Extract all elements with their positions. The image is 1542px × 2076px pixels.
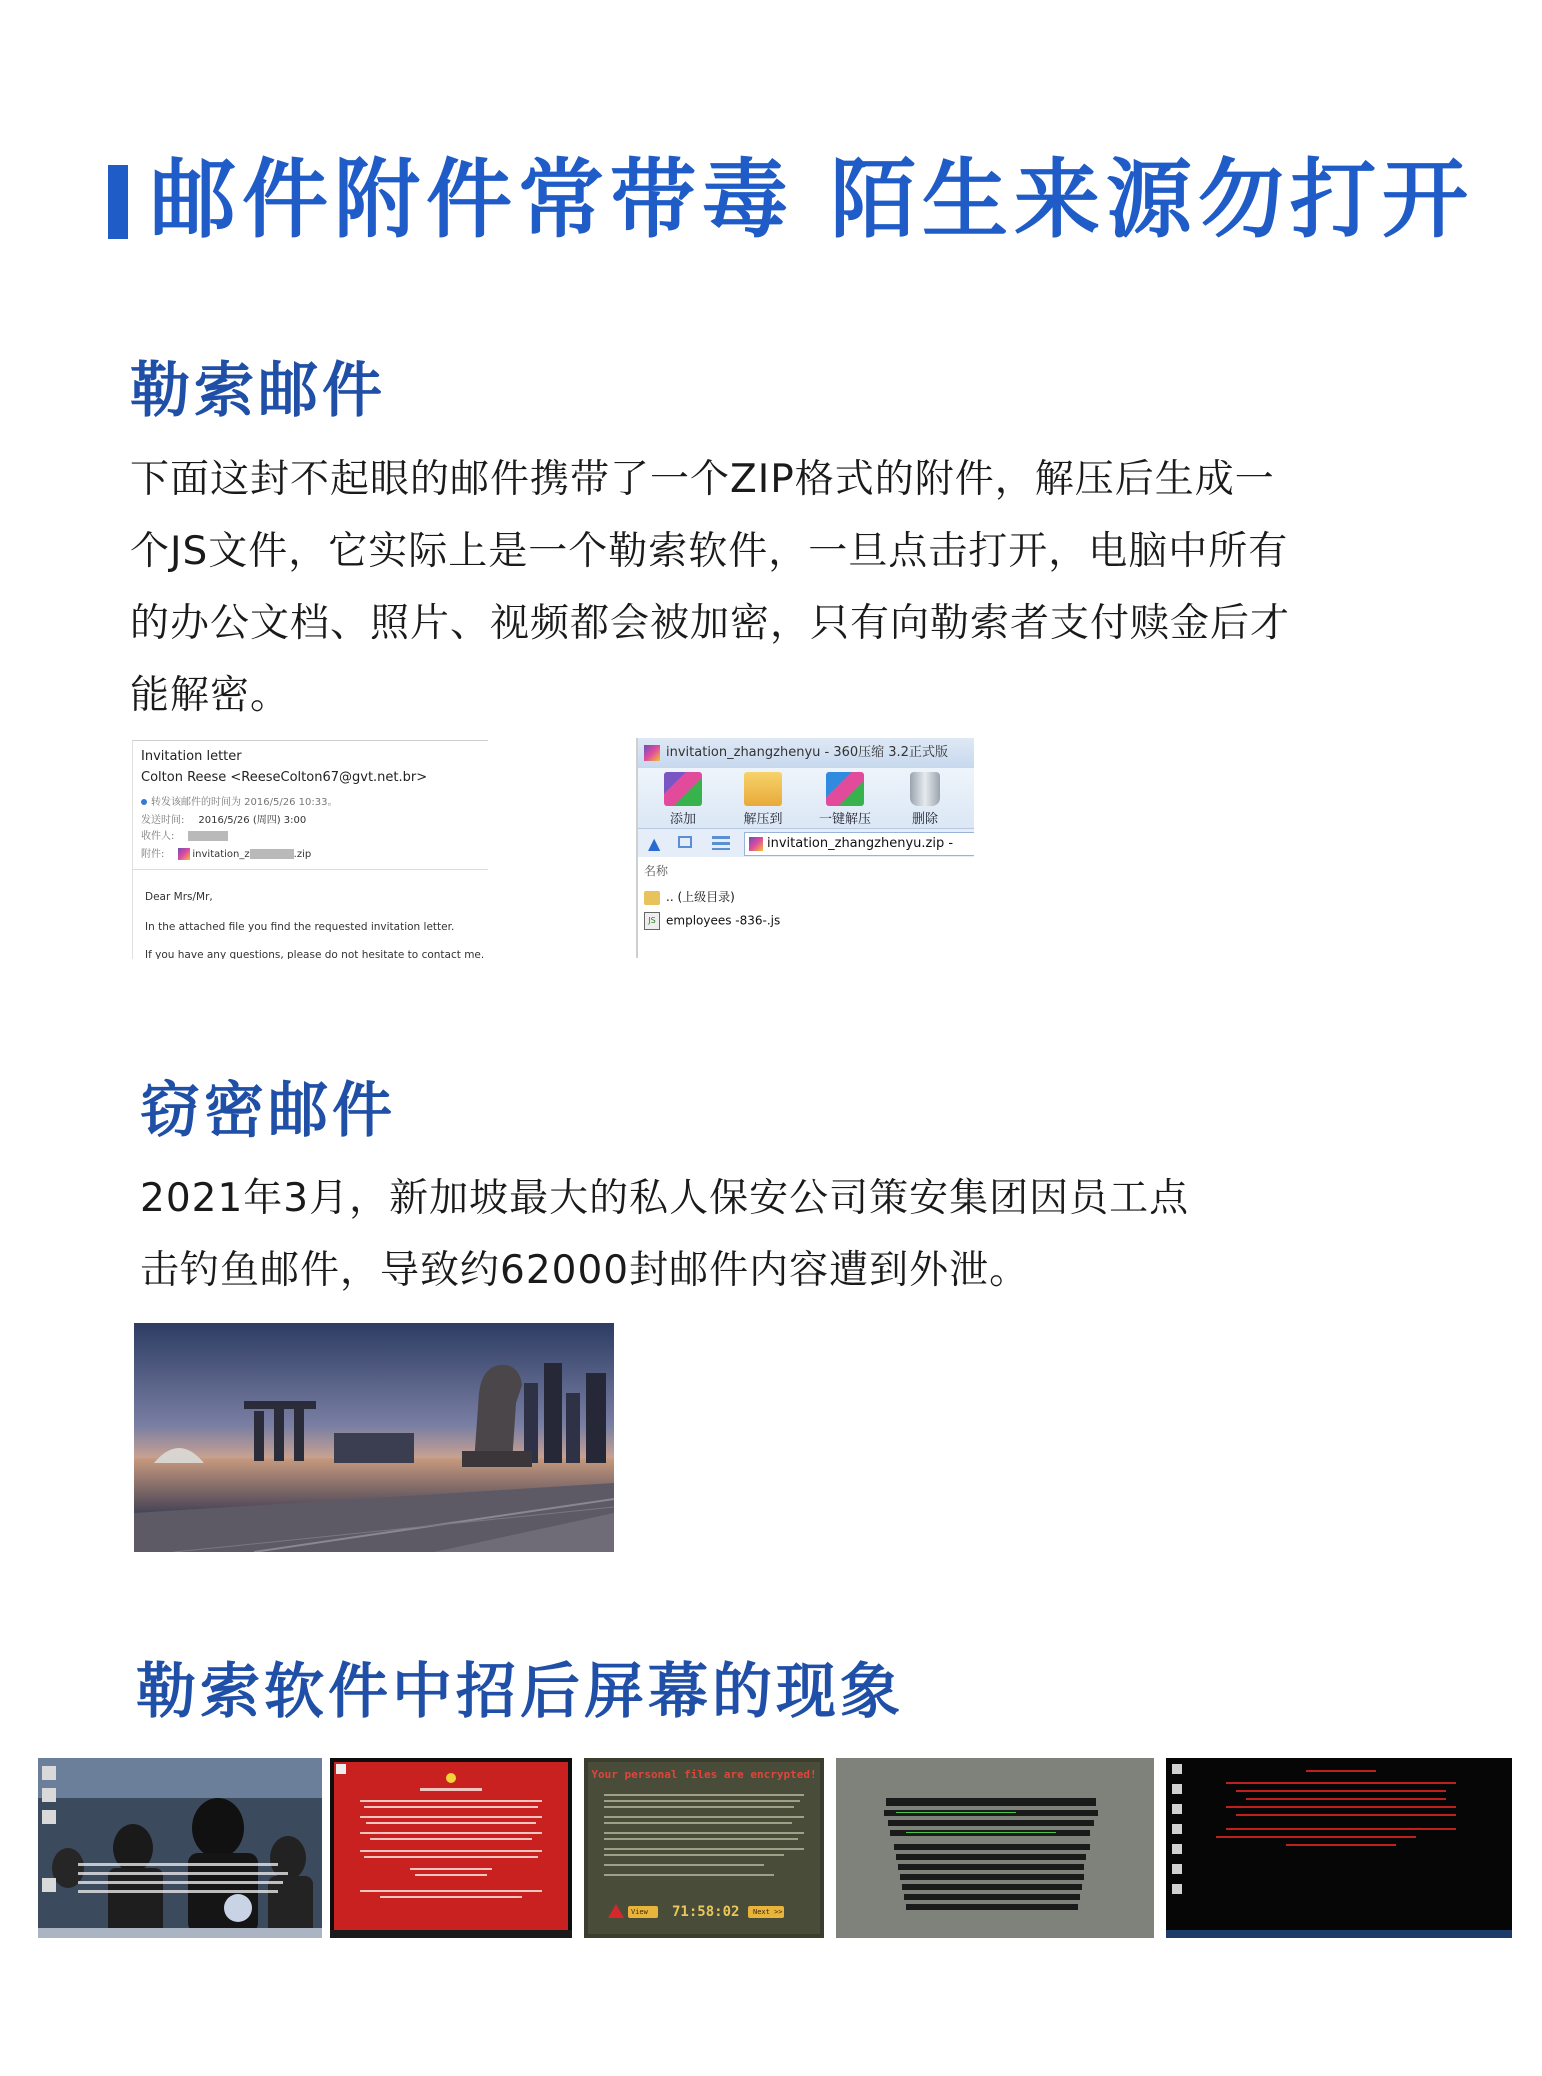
- zip-file-icon: [178, 848, 190, 860]
- encrypted-heading: Your personal files are encrypted!: [591, 1768, 817, 1781]
- delete-button[interactable]: 删除: [890, 772, 960, 827]
- up-arrow-icon[interactable]: ▲: [648, 834, 661, 853]
- zip-toolbar: [638, 768, 974, 828]
- list-item[interactable]: JS employees -836-.js: [644, 912, 780, 930]
- email-body-line: If you have any questions, please do not hesitate to contact me.: [145, 949, 485, 959]
- section-title-ransom-mail: 勒索邮件: [130, 356, 386, 426]
- email-forward-note: 转发该邮件的时间为 2016/5/26 10:33。: [141, 793, 337, 808]
- add-archive-icon: [664, 772, 702, 806]
- redacted-block: [188, 831, 228, 841]
- ransom-mail-paragraph: [130, 444, 1290, 732]
- phishing-mail-paragraph: [140, 1163, 1189, 1307]
- paragraph-line: 的办公文档、照片、视频都会被加密，只有向勒索者支付赎金后才: [130, 601, 1291, 646]
- zip-path-field[interactable]: invitation_zhangzhenyu.zip -: [744, 832, 974, 856]
- ransomware-screenshot-2: [330, 1758, 572, 1938]
- extract-to-button[interactable]: 解压到: [728, 772, 798, 827]
- ransomware-screenshot-1: [38, 1758, 322, 1938]
- list-item[interactable]: .. (上级目录): [644, 888, 735, 905]
- page-title: 邮件附件常带毒 陌生来源勿打开: [150, 150, 1474, 250]
- folder-icon: [644, 891, 660, 905]
- email-recipient-row: 收件人:: [141, 827, 228, 842]
- ransomware-screenshot-5: [1166, 1758, 1512, 1938]
- redacted-block: [250, 849, 294, 859]
- section-title-symptoms: 勒索软件中招后屏幕的现象: [136, 1657, 904, 1727]
- next-button[interactable]: Next >>: [753, 1908, 783, 1916]
- email-attachment-row[interactable]: 附件: invitation_z .zip: [141, 849, 312, 860]
- paragraph-line: 下面这封不起眼的邮件携带了一个ZIP格式的附件，解压后生成一: [130, 457, 1275, 502]
- email-sender: Colton Reese <ReeseColton67@gvt.net.br>: [141, 770, 428, 785]
- email-subject: Invitation letter: [141, 749, 242, 764]
- list-view-icon[interactable]: [712, 836, 730, 850]
- paragraph-line: 能解密。: [130, 673, 291, 718]
- paragraph-line: 2021年3月，新加坡最大的私人保安公司策安集团因员工点: [140, 1176, 1190, 1221]
- countdown-timer: 71:58:02: [672, 1904, 740, 1920]
- paragraph-line: 个JS文件，它实际上是一个勒索软件，一旦点击打开，电脑中所有: [130, 529, 1289, 574]
- view-button[interactable]: View: [631, 1908, 648, 1916]
- column-header-name[interactable]: 名称: [644, 864, 669, 878]
- zip-window-titlebar: invitation_zhangzhenyu - 360压缩 3.2正式版: [638, 738, 974, 768]
- view-icon[interactable]: [678, 836, 692, 848]
- one-click-extract-icon: [826, 772, 864, 806]
- email-screenshot: [132, 740, 488, 959]
- one-click-extract-button[interactable]: 一键解压: [810, 772, 880, 827]
- extract-folder-icon: [744, 772, 782, 806]
- email-greeting: Dear Mrs/Mr,: [145, 891, 213, 903]
- trash-icon: [910, 772, 940, 806]
- singapore-skyline-photo: [134, 1323, 614, 1552]
- email-sent-row: 发送时间: 2016/5/26 (周四) 3:00: [141, 815, 307, 826]
- zip-address-bar: [638, 828, 974, 857]
- ransomware-screenshot-3: [584, 1758, 824, 1938]
- script-file-icon: JS: [644, 912, 660, 930]
- email-body-line: In the attached file you find the requested invitation letter.: [145, 921, 455, 933]
- zip-window-screenshot: [636, 738, 974, 958]
- section-title-phishing-mail: 窃密邮件: [140, 1076, 396, 1146]
- title-accent-bar: [108, 165, 128, 239]
- paragraph-line: 击钓鱼邮件，导致约62000封邮件内容遭到外泄。: [140, 1248, 1030, 1293]
- archive-icon: [644, 745, 660, 761]
- ransomware-screenshot-4: [836, 1758, 1154, 1938]
- archive-icon: [749, 837, 763, 851]
- info-dot-icon: [141, 799, 147, 805]
- add-button[interactable]: 添加: [648, 772, 718, 827]
